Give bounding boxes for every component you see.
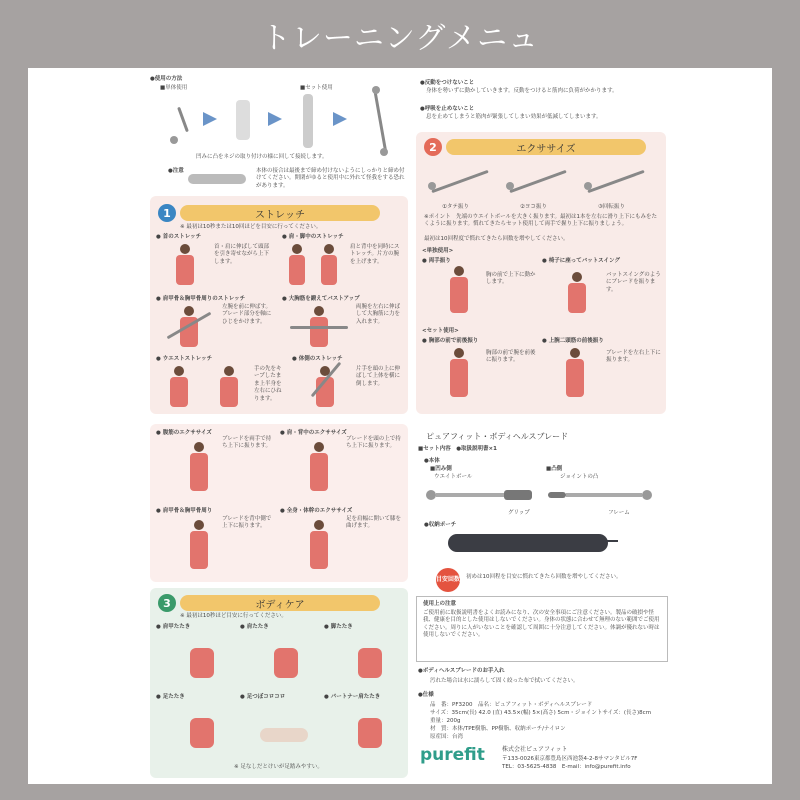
caution-label: ●注意 [168, 168, 184, 174]
bodycare-number: 3 [158, 594, 176, 612]
exercise-item-text: 胸部の前で腕を前後に振ります。 [486, 350, 536, 364]
stretch-item-text: 左腕を前に伸ばす。ブレード部分を軸にひじをかけます。 [222, 304, 272, 325]
figure-illustration [556, 346, 596, 406]
brand-logo: purefit [420, 745, 485, 765]
figure-illustration [550, 266, 600, 322]
usage-set-label: ■セット使用 [300, 85, 333, 91]
page-title: トレーニングメニュ [260, 21, 540, 56]
exercise-number: 2 [424, 138, 442, 156]
bodycare-item-label: ● 足たたき [156, 694, 185, 700]
manual-sheet [28, 68, 772, 784]
set-use-heading: <セット使用> [422, 328, 459, 334]
figure-illustration [170, 304, 210, 354]
spec-line: 材 質：本体/TPE樹脂、PP樹脂、収納ポーチ/ナイロン [430, 726, 566, 732]
pouch-illustration [448, 528, 618, 558]
exercise-panel [416, 132, 666, 414]
stretch-item-text: 肩と背中を同時にストレッチ。片方の腕を上げます。 [350, 244, 400, 265]
exercise-item-label: ● 上腕二頭筋の前後振り [542, 338, 604, 344]
set-blade-illustration [358, 82, 398, 158]
figure-illustration [170, 704, 230, 754]
bodycare-item-label: ● 肩たたき [240, 624, 269, 630]
pouch-label: ●収納ポーチ [424, 522, 457, 528]
figure-illustration [166, 242, 206, 292]
joint-caution-illustration [188, 168, 248, 190]
figure-illustration [180, 518, 220, 578]
bodycare-footer: ※ 足なしだとけいが足踏みやすい。 [234, 764, 323, 770]
swing-mode-illustration [504, 160, 574, 200]
figure-illustration [440, 346, 480, 406]
concave-side-label: ■凹み側 [430, 466, 452, 472]
mode-label: ③回転振り [598, 204, 625, 210]
exercise-item-label: ● 両手振り [422, 258, 451, 264]
care-text: 汚れた場合は水に濡らして固く絞った布で拭いてください。 [430, 678, 579, 684]
foot-roller-illustration [254, 704, 314, 754]
arrow-icon [203, 112, 217, 126]
stretch-item-label: ● ウエストストレッチ [156, 356, 213, 362]
bodycare-item-label: ● 脚たたき [324, 624, 353, 630]
set-contents: ■セット内容 ●取扱説明書×1 [418, 446, 497, 452]
single-use-heading: <単独使用> [422, 248, 454, 254]
stretch-panel [150, 196, 408, 414]
spec-title: ●仕様 [418, 692, 434, 698]
exercise-item-label: ● 肩甲骨＆胸甲骨周り [156, 508, 213, 514]
company-address: 〒133-0026東京都豊島区西池袋4-2-8サマンタビル7F [502, 756, 638, 762]
caution-text: 本体の接合は最後まで締め付けないようにしっかりと締め付けてください。開閉がゆると使用中に外れて怪我をする恐れがあります。 [256, 168, 405, 189]
figure-illustration [170, 634, 230, 684]
convex-side-label: ■凸側 [546, 466, 563, 472]
figure-illustration [180, 440, 220, 500]
exercise-item-label: ● 椅子に座ってバットスイング [542, 258, 620, 264]
stretch-item-label: ● 肩・脚中のストレッチ [282, 234, 344, 240]
stretch-title: ストレッチ [180, 205, 380, 221]
stretch-item-label: ● 肩甲骨＆胸甲骨周りのストレッチ [156, 296, 246, 302]
lower-exercise-panel [150, 424, 408, 582]
single-blade-illustration [168, 90, 198, 150]
exercise-item-text: バットスイングのようにブレードを振ります。 [606, 272, 661, 293]
spec-line: サイズ：35cm(長) 42.0 (直) 43.5×(幅) 5×(高さ) 5cm・ジョイントサイズ：(長さ)8cm [430, 710, 652, 716]
figure-illustration [286, 242, 346, 292]
exercise-item-text: ブレードを背中側で上下に振ります。 [222, 516, 272, 530]
bodycare-item-label: ● 肩甲たたき [156, 624, 191, 630]
exercise-item-label: ● 全身・体幹のエクササイズ [280, 508, 353, 514]
usage-single-label: ■単体使用 [160, 85, 188, 91]
figure-illustration [300, 364, 350, 410]
exercise-item-text: ブレードを頭の上で持ち上下に振ります。 [346, 436, 401, 450]
exercise-item-text: ブレードを左右上下に振ります。 [606, 350, 661, 364]
bodycare-panel [150, 588, 408, 778]
badge-icon: 目安回数 [436, 568, 460, 592]
spec-line: 原産国：台湾 [430, 734, 464, 740]
spec-line: 品 番：PF3200 品名：ピュアフィット・ボディヘルスブレード [430, 702, 593, 708]
company-name: 株式会社ピュアフィット [502, 746, 568, 753]
blade-concave-illustration [424, 480, 534, 508]
weight-ball-label: ウエイトボール [434, 474, 473, 480]
figure-illustration [164, 364, 252, 410]
stretch-item-text: 手の先をキープしたまま上半身を左右にひねります。 [254, 366, 282, 402]
stretch-item-text: 片手を頭の上に伸ばして上体を横に倒します。 [356, 366, 401, 387]
caution-title: 使用上の注意 [423, 601, 457, 607]
bodycare-sub: ※ 最初は10秒ほど目安に行ってください。 [180, 613, 287, 619]
usage-heading: ●使用の方法 [150, 76, 183, 82]
joint-label: ジョイントの凸 [560, 474, 599, 480]
stretch-item-label: ● 大胸筋を鍛えてバストアップ [282, 296, 360, 302]
joint-illustration [228, 90, 258, 150]
spec-line: 重量：200g [430, 718, 461, 724]
bodycare-item-label: ● パートナー肩たたき [324, 694, 381, 700]
exercise-note: ※ポイント 先端のウエイトボールを大きく振ります。最初は1本を左右に滑り上下にもみをたくように振ります。慣れてきたらセット使用して両手で握り上下に振りましょう。 [424, 214, 658, 228]
product-title: ピュアフィット・ボディヘルスブレード [426, 432, 569, 441]
mode-label: ②ヨコ振り [520, 204, 547, 210]
grip-label: グリップ [508, 510, 530, 516]
figure-illustration [300, 518, 340, 578]
caution-body: ご使用前に取扱説明書をよくお読みになり、次の安全事項にご注意ください。製品の破損や怪我、健康を目的とした使用はしないでください。身体の状態に合わせて無理のない範囲でご使用ください。周りに人がいないことを確認して周囲に十分注意してください。体調が優れない時は使用しないでください。 [423, 610, 660, 639]
figure-illustration [290, 304, 350, 354]
exercise-note2: 最初は10回程度で慣れてきたら回数を増やしてください。 [424, 236, 569, 242]
stretch-item-label: ● 体側のストレッチ [292, 356, 343, 362]
figure-illustration [440, 264, 480, 320]
usage-note: 凹みに凸をネジの取り付けの様に回して接続します。 [196, 154, 328, 160]
swing-mode-illustration [426, 160, 496, 200]
joined-blade-illustration [293, 90, 323, 150]
figure-illustration [338, 704, 398, 754]
exercise-item-text: 足を肩幅に開いて膝を曲げます。 [346, 516, 402, 530]
stretch-item-text: 両腕を左右に伸ばして大胸筋に力を入れます。 [356, 304, 401, 325]
badge-text: 初めは10回程を目安に慣れてきたら回数を増やしてください。 [466, 574, 622, 580]
stretch-number: 1 [158, 204, 176, 222]
bodycare-title: ボディケア [180, 595, 380, 611]
note2-title: ●呼吸を止めないこと [420, 106, 475, 112]
stretch-sub: ※ 最初は10秒または10回ほどを目安に行ってください。 [180, 224, 322, 230]
arrow-icon [333, 112, 347, 126]
caution-box [416, 596, 668, 662]
arrow-icon [268, 112, 282, 126]
company-contact: TEL：03-5625-4838 E-mail：info@purefit.info [502, 764, 631, 770]
exercise-item-text: ブレードを両手で持ち上下に振ります。 [222, 436, 272, 450]
exercise-title: エクササイズ [446, 139, 646, 155]
figure-illustration [300, 440, 340, 500]
note2-text: 息を止めてしまうと筋肉が緊張してしまい効果が低減してしまいます。 [426, 114, 602, 120]
blade-convex-illustration [546, 480, 656, 508]
figure-illustration [338, 634, 398, 684]
body-label: ●本体 [424, 458, 440, 464]
exercise-item-label: ● 腹筋のエクササイズ [156, 430, 212, 436]
care-title: ●ボディヘルスブレードのお手入れ [418, 668, 505, 674]
swing-mode-illustration [582, 160, 652, 200]
stretch-item-text: 首・肩に伸ばして頭部を引き寄せながら上下します。 [214, 244, 270, 265]
exercise-item-text: 胸の前で上下に動かします。 [486, 272, 536, 286]
note1-title: ●反動をつけないこと [420, 80, 475, 86]
note1-text: 身体を勢いずに動かしていきます。反動をつけると筋肉に負荷がかかります。 [426, 88, 618, 94]
stretch-item-label: ● 首のストレッチ [156, 234, 202, 240]
bodycare-item-label: ● 足つぼコロコロ [240, 694, 286, 700]
frame-label: フレーム [608, 510, 630, 516]
exercise-item-label: ● 胸部の前で前後振り [422, 338, 479, 344]
figure-illustration [254, 634, 314, 684]
exercise-item-label: ● 肩・背中のエクササイズ [280, 430, 347, 436]
mode-label: ①タテ振り [442, 204, 469, 210]
